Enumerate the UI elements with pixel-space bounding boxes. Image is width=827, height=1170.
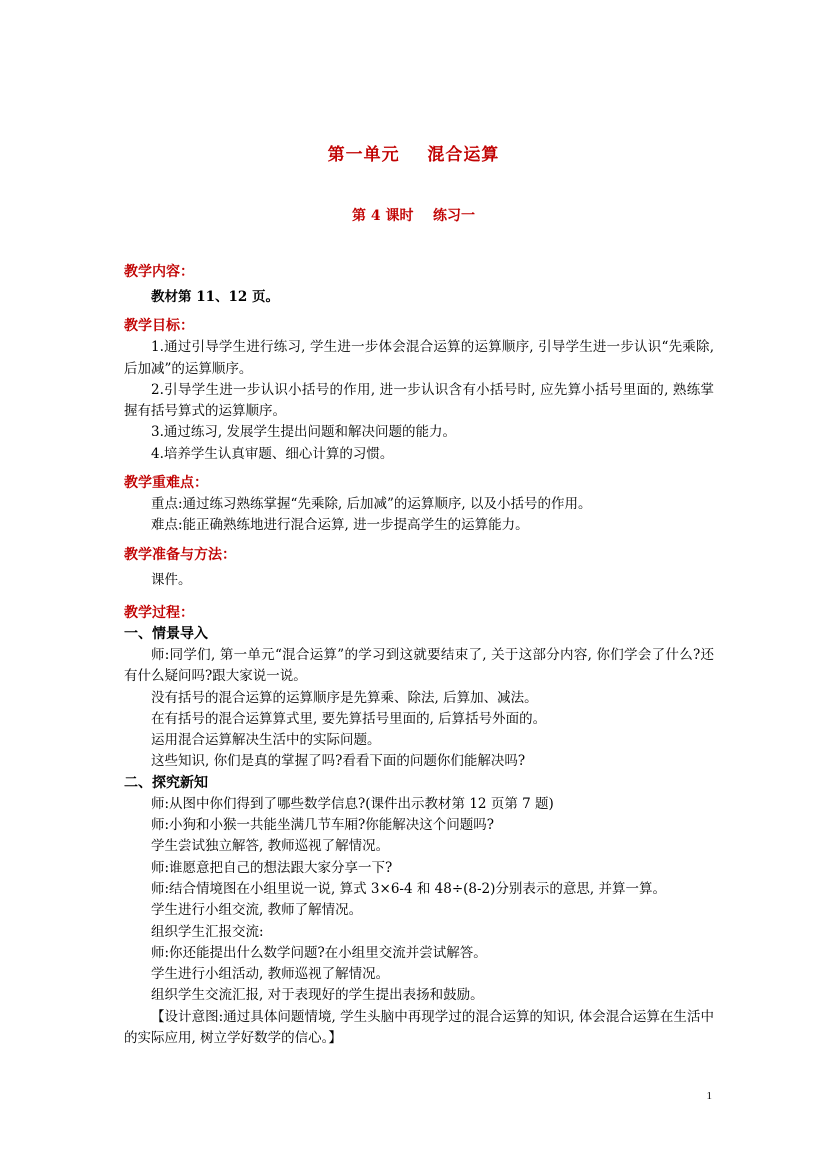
- process-line: 组织学生汇报交流:: [151, 923, 264, 940]
- process-line: 师:谁愿意把自己的想法跟大家分享一下?: [151, 859, 393, 876]
- process-line: 运用混合运算解决生活中的实际问题。: [151, 732, 381, 749]
- key-point-item: 难点:能正确熟练地进行混合运算, 进一步提高学生的运算能力。: [151, 517, 529, 534]
- process-line: 在有括号的混合运算算式里, 要先算括号里面的, 后算括号外面的。: [151, 710, 547, 727]
- process-line: 师:你还能提出什么数学问题?在小组里交流并尝试解答。: [151, 944, 487, 961]
- goal-item: 4.培养学生认真审题、细心计算的习惯。: [151, 445, 394, 462]
- process-line: 师:同学们, 第一单元“混合运算”的学习到这就要结束了, 关于这部分内容, 你们学会了什么?还有什么疑问吗?跟大家说一说。: [124, 646, 714, 685]
- section-heading-key-points: 教学重难点：: [124, 475, 208, 492]
- goal-item: 3.通过练习, 发展学生提出问题和解决问题的能力。: [151, 424, 456, 441]
- process-line: 学生尝试独立解答, 教师巡视了解情况。: [151, 838, 390, 855]
- process-line: 师:从图中你们得到了哪些数学信息?(课件出示教材第 12 页第 7 题): [151, 795, 554, 812]
- process-line: 师:结合情境图在小组里说一说, 算式 3×6-4 和 48÷(8-2)分别表示的意思, 并算一算。: [151, 880, 666, 897]
- content-text: 教材第 11、12 页。: [151, 289, 279, 305]
- process-line: 师:小狗和小猴一共能坐满几节车厢?你能解决这个问题吗?: [151, 817, 495, 834]
- process-line: 学生进行小组交流, 教师了解情况。: [151, 902, 363, 919]
- key-point-item: 重点:通过练习熟练掌握“先乘除, 后加减”的运算顺序, 以及小括号的作用。: [151, 496, 592, 513]
- process-line: 学生进行小组活动, 教师巡视了解情况。: [151, 966, 390, 983]
- page-number: 1: [706, 1090, 712, 1102]
- goal-item: 2.引导学生进一步认识小括号的作用, 进一步认识含有小括号时, 应先算小括号里面的, 熟练掌握有括号算式的运算顺序。: [124, 381, 714, 420]
- process-part2-title: 二、探究新知: [124, 774, 208, 791]
- section-heading-goals: 教学目标：: [124, 318, 194, 335]
- process-line: 组织学生交流汇报, 对于表现好的学生提出表扬和鼓励。: [151, 987, 484, 1004]
- unit-title: 第一单元 混合运算: [327, 145, 500, 165]
- section-heading-prep: 教学准备与方法：: [124, 546, 236, 563]
- section-heading-process: 教学过程：: [124, 604, 194, 621]
- process-part1-title: 一、情景导入: [124, 625, 208, 642]
- design-note: 【设计意图:通过具体问题情境, 学生头脑中再现学过的混合运算的知识, 体会混合运算在生活中的实际应用, 树立学好数学的信心。】: [124, 1008, 714, 1047]
- section-heading-content: 教学内容：: [124, 264, 194, 280]
- process-line: 这些知识, 你们是真的掌握了吗?看看下面的问题你们能解决吗?: [151, 753, 526, 770]
- document-body: [124, 258, 714, 1049]
- lesson-subtitle: 第 4 课时 练习一: [352, 208, 475, 224]
- process-line: 没有括号的混合运算的运算顺序是先算乘、除法, 后算加、减法。: [151, 689, 538, 706]
- prep-text: 课件。: [151, 571, 192, 588]
- goal-item: 1.通过引导学生进行练习, 学生进一步体会混合运算的运算顺序, 引导学生进一步认识“先乘除, 后加减”的运算顺序。: [124, 339, 714, 377]
